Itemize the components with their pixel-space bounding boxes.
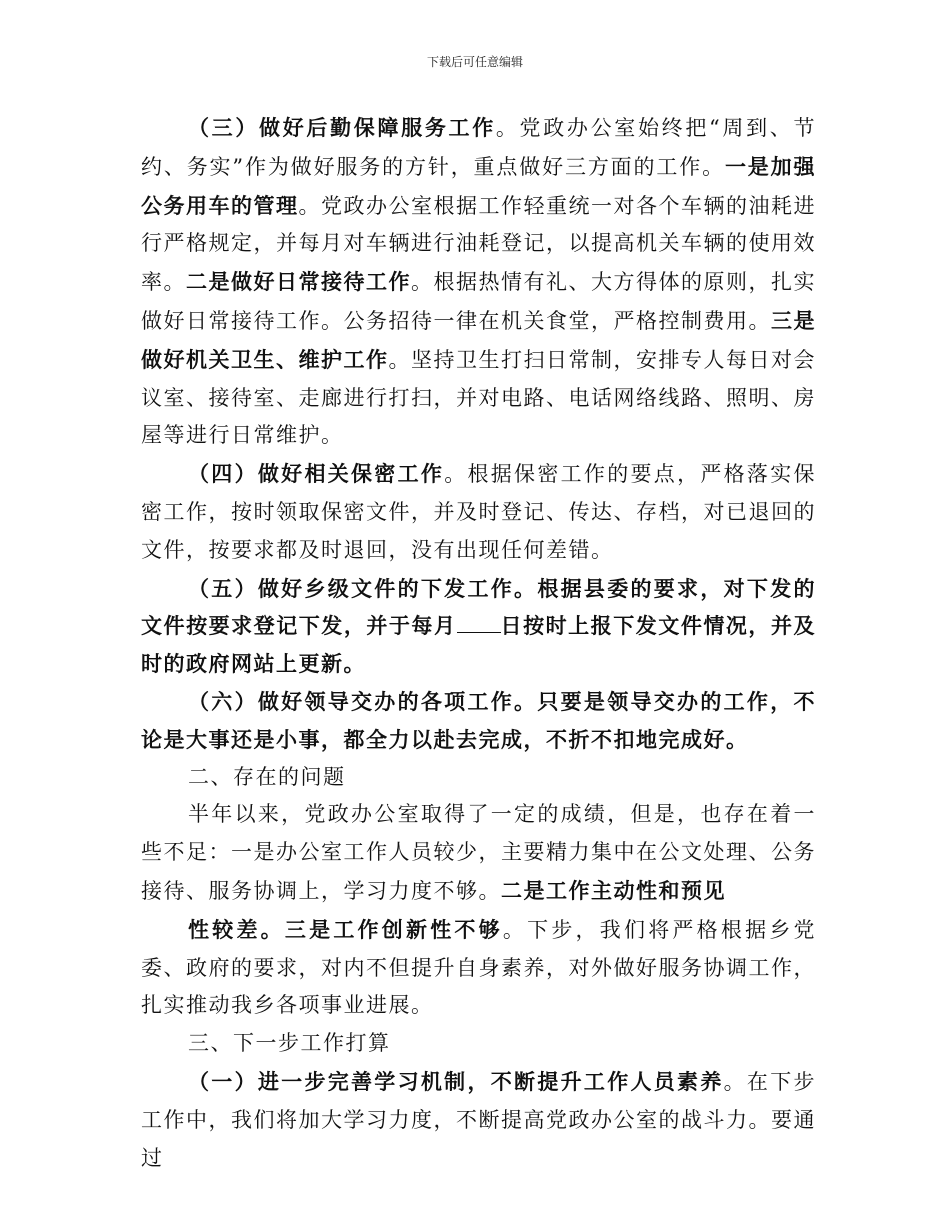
paragraph-logistics bbox=[141, 109, 816, 455]
paragraph-confidentiality bbox=[141, 455, 816, 569]
paragraph-problems bbox=[141, 796, 816, 910]
heading-learning: （一）进一步完善学习机制，不断提升工作人员素养 bbox=[188, 1068, 724, 1094]
text-documents-b: 日按时上报下发文件情况，并及时的政府网站上更新。 bbox=[141, 613, 816, 677]
page-header: 下载后可任意编辑 bbox=[426, 55, 523, 69]
point-reception: 二是做好日常接待工作 bbox=[186, 269, 411, 295]
text-maintenance: 。坚持卫生打扫日常制，安排专人每日对会议室、接待室、走廊进行打扫，并对电路、电话网络线路、照明、房屋等进行日常维护。 bbox=[141, 347, 816, 448]
paragraph-learning bbox=[141, 1063, 816, 1177]
heading-confidentiality: （四）做好相关保密工作 bbox=[188, 461, 445, 487]
text-problems: 半年以来，党政办公室取得了一定的成绩，但是，也存在着一些不足：一是办公室工作人员较少，主要精力集中在公文处理、公务接待、服务协调上，学习力度不够。 bbox=[141, 802, 816, 903]
point-initiative: 二是工作主动性和预见 bbox=[501, 877, 726, 903]
point-innovation: 三是工作创新性不够 bbox=[284, 916, 503, 942]
point-maintenance: 三是做好机关卫生、维护工作 bbox=[141, 307, 816, 372]
heading-logistics: （三）做好后勤保障服务工作 bbox=[188, 115, 496, 140]
text-learning: 。在下步工作中，我们将加大学习力度，不断提高党政办公室的战斗力。要通过 bbox=[141, 1069, 817, 1170]
text-vehicles: 。党政办公室根据工作轻重统一对各个车辆的油耗进行严格规定，并每月对车辆进行油耗登记，以提高机关车辆的使用效率。 bbox=[141, 193, 816, 295]
text-documents-a: （五）做好乡级文件的下发工作。根据县委的要求，对下发的文件按要求登记下发，并于每月 bbox=[141, 575, 816, 639]
text-problems-cont: 性较差。 bbox=[188, 916, 285, 942]
section-heading-plans: 三、下一步工作打算 bbox=[188, 1031, 391, 1056]
paragraph-assigned-tasks bbox=[141, 683, 816, 759]
section-heading-problems: 二、存在的问题 bbox=[188, 764, 346, 789]
paragraph-documents bbox=[141, 570, 816, 683]
paragraph-problems-cont bbox=[141, 911, 816, 1025]
document-body bbox=[141, 109, 816, 1177]
text-next-steps: 。下步，我们将严格根据乡党委、政府的要求，对内不但提升自身素养，对外做好服务协调工作，扎实推动我乡各项事业进展。 bbox=[141, 917, 817, 1018]
text-logistics-intro: 。党政办公室始终把“周到、节约、务实”作为做好服务的方针，重点做好三方面的工作。 bbox=[141, 116, 816, 179]
blank-line bbox=[457, 612, 501, 633]
text-reception: 。根据热情有礼、大方得体的原则，扎实做好日常接待工作。公务招待一律在机关食堂，严格控制费用。 bbox=[141, 270, 816, 333]
point-vehicles: 一是加强公务用车的管理 bbox=[141, 153, 816, 218]
text-assigned-tasks: （六）做好领导交办的各项工作。只要是领导交办的工作，不论是大事还是小事，都全力以赴去完成，不折不扣地完成好。 bbox=[141, 688, 816, 752]
text-confidentiality: 。根据保密工作的要点，严格落实保密工作，按时领取保密文件，并及时登记、传达、存档，对已退回的文件，按要求都及时退回，没有出现任何差错。 bbox=[141, 462, 817, 562]
